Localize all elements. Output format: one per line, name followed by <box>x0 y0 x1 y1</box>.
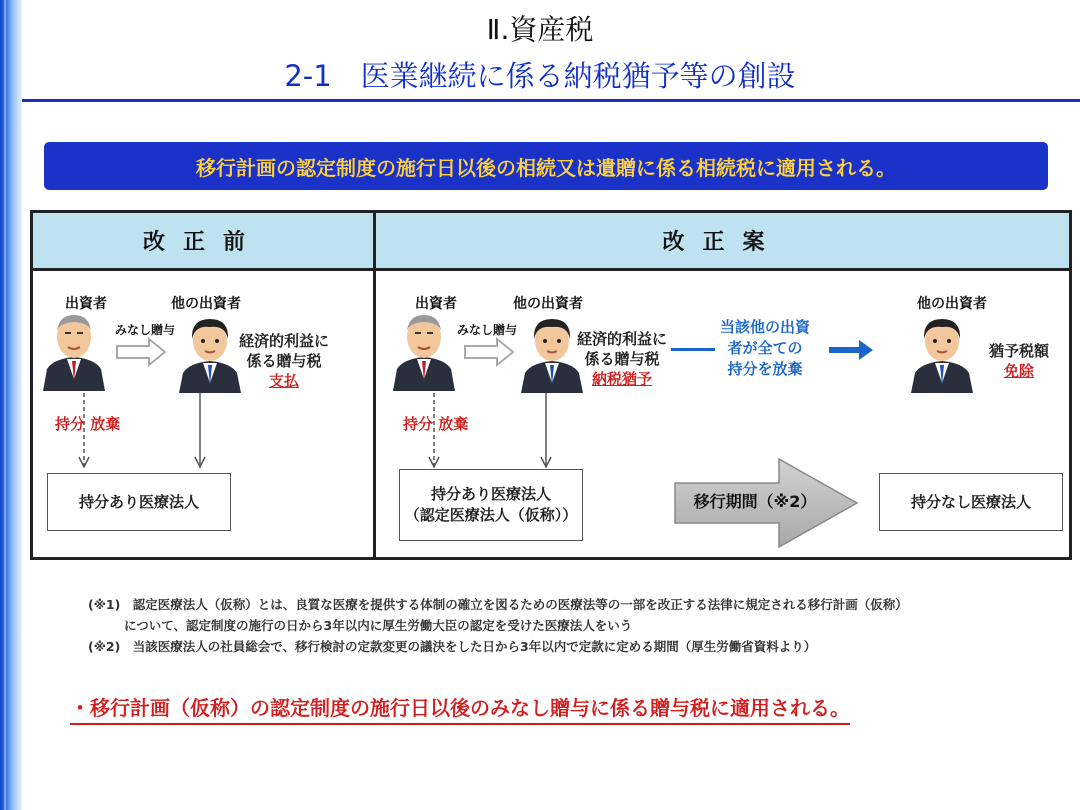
elder-investor-icon <box>39 309 109 391</box>
heading-after: 改正案 <box>376 213 1069 271</box>
final-other-investor-icon <box>907 313 977 393</box>
after-corp-box-line1: 持分あり医療法人 <box>430 485 551 503</box>
note2: (※2) 当該医療法人の社員総会で、移行検討の定款変更の議決をした日から3年以内で定款に定める期間（厚生労働省資料より） <box>88 639 817 654</box>
deferred-text <box>979 341 1059 381</box>
after-corp-arrow-icon <box>539 393 553 469</box>
after-corp-box <box>399 469 583 541</box>
after-gift-arrow-icon <box>463 337 515 367</box>
summary-banner: 移行計画の認定制度の施行日以後の相続又は遺贈に係る相続税に適用される。 <box>44 142 1048 190</box>
before-corp-arrow-icon <box>193 393 207 469</box>
final-other-investor-label: 他の出資者 <box>917 296 987 312</box>
waive-line3: 持分を放棄 <box>727 360 803 378</box>
note1-line2: について、認定制度の施行の日から3年以内に厚生労働大臣の認定を受けた医療法人をいう <box>124 618 633 633</box>
after-abandon-arrow-icon <box>427 393 441 469</box>
deferred-status: 免除 <box>1003 362 1034 380</box>
after-investor-label: 出資者 <box>415 296 457 312</box>
note1-line1: (※1) 認定医療法人（仮称）とは、良質な医療を提供する体制の確立を図るための医療法等の一部を改正する法律に規定される移行計画（仮称） <box>88 597 908 612</box>
dash-connector-icon <box>671 347 715 353</box>
before-tax-text <box>231 331 337 391</box>
after-elder-investor-icon <box>389 309 459 391</box>
comparison-panel <box>30 210 1072 560</box>
after-other-investor-label: 他の出資者 <box>513 296 583 312</box>
waive-text <box>713 317 817 380</box>
waive-line1: 当該他の出資 <box>719 318 810 336</box>
before-tax-line2: 係る贈与税 <box>246 352 322 370</box>
before-other-investor-label: 他の出資者 <box>171 296 241 312</box>
after-tax-status: 納税猶予 <box>591 370 652 388</box>
after-tax-line1: 経済的利益に <box>576 330 667 348</box>
after-deemed-gift-label: みなし贈与 <box>457 323 518 337</box>
page-subtitle: 2-1 医業継続に係る納税猶予等の創設 <box>284 59 796 93</box>
before-abandon-label: 持分 放棄 <box>55 415 121 433</box>
side-decoration-bar <box>0 0 22 810</box>
before-abandon-arrow-icon <box>77 393 91 469</box>
before-corp-box: 持分あり医療法人 <box>47 473 231 531</box>
final-corp-box: 持分なし医療法人 <box>879 473 1063 531</box>
bottom-summary-note: ・移行計画（仮称）の認定制度の施行日以後のみなし贈与に係る贈与税に適用される。 <box>70 692 850 725</box>
column-divider <box>373 213 376 557</box>
after-tax-line2: 係る贈与税 <box>584 350 660 368</box>
before-tax-status: 支払 <box>268 372 299 390</box>
heading-before: 改正前 <box>33 213 373 271</box>
deferred-label: 猶予税額 <box>988 342 1049 360</box>
after-tax-text <box>569 329 675 389</box>
before-investor-label: 出資者 <box>65 296 107 312</box>
waive-arrow-icon <box>829 337 875 363</box>
before-deemed-gift-label: みなし贈与 <box>115 323 176 337</box>
after-abandon-label: 持分 放棄 <box>403 415 469 433</box>
transition-label: 移行期間（※2） <box>693 492 817 511</box>
before-gift-arrow-icon <box>115 337 167 367</box>
title-divider <box>22 99 1080 102</box>
waive-line2: 者が全ての <box>727 339 803 357</box>
page-title: Ⅱ.資産税 <box>486 13 594 46</box>
after-corp-box-line2: （認定医療法人（仮称）） <box>404 506 578 524</box>
footnotes <box>88 594 908 657</box>
before-tax-line1: 経済的利益に <box>238 332 329 350</box>
